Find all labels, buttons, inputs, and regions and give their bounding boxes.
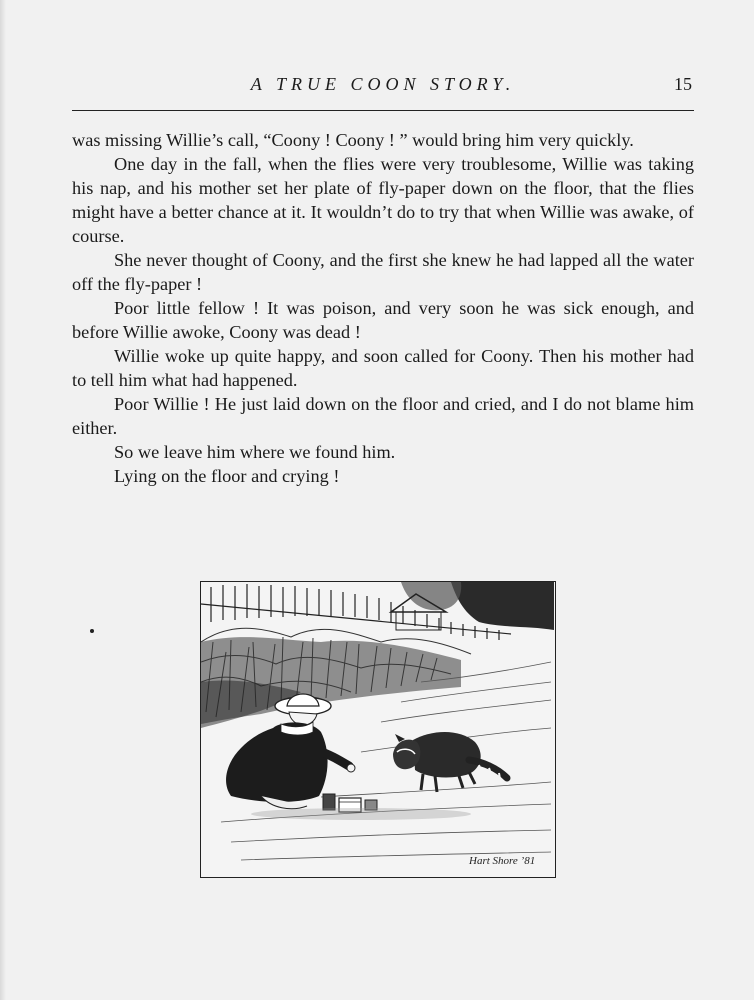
paragraph-3: She never thought of Coony, and the first she knew he had lapped all the water off the fly-paper ! [72,250,694,294]
page-number: 15 [674,74,692,94]
header-rule [72,110,694,111]
running-head [72,74,694,98]
paragraph-7: So we leave him where we found him. [114,442,396,462]
paragraph-4: Poor little fellow ! It was poison, and very soon he was sick enough, and before Willie awoke, Coony was dead ! [72,298,694,342]
artist-signature: Hart Shore ’81 [469,855,536,867]
ink-speck [90,629,94,633]
paragraph-5: Willie woke up quite happy, and soon called for Coony. Then his mother had to tell him what had happened. [72,346,694,390]
illustration-drawing [201,582,554,876]
illustration-boy-and-raccoon [200,581,556,878]
raccoon-body [413,732,481,777]
paragraph-2: One day in the fall, when the flies were very troublesome, Willie was taking his nap, and his mother set her plate of fly-paper down on the floor, that the flies might have a better chance at it. It wouldn’t do to try that when Willie was awake, of course. [72,154,694,246]
body-text [72,128,694,488]
paragraph-1: was missing Willie’s call, “Coony ! Coony ! ” would bring him very quickly. [72,130,634,150]
paragraph-6: Poor Willie ! He just laid down on the floor and cried, and I do not blame him either. [72,394,694,438]
page-edge-shadow [0,0,6,1000]
running-title: A TRUE COON STORY. [250,74,516,94]
paragraph-8: Lying on the floor and crying ! [114,466,340,486]
